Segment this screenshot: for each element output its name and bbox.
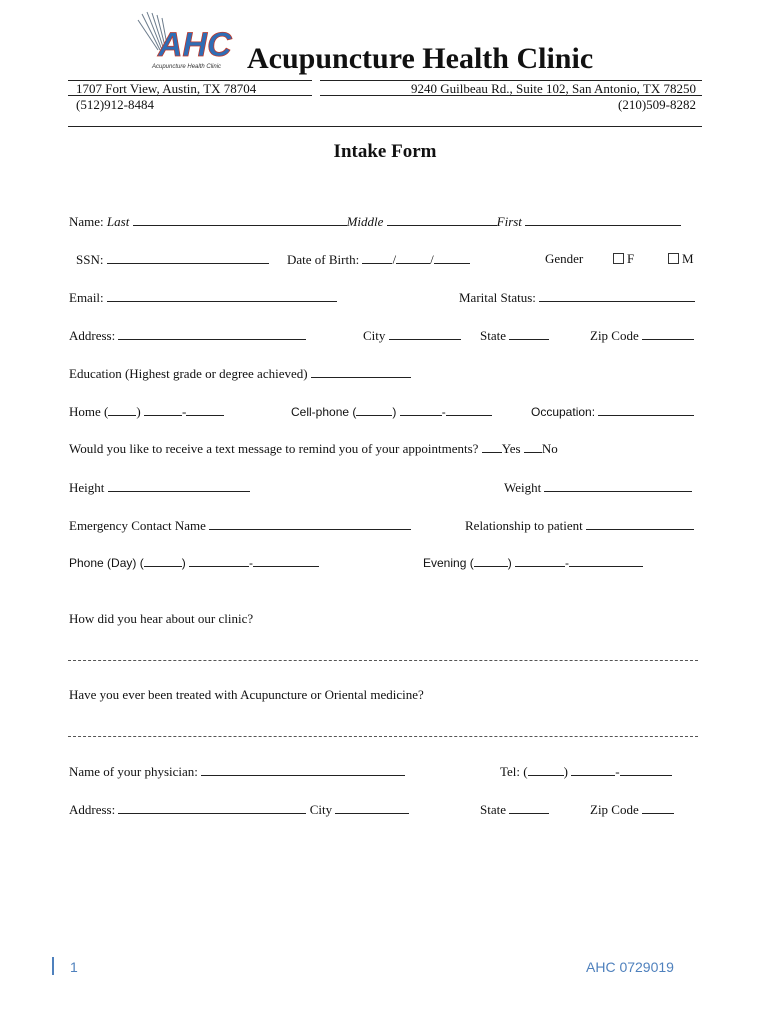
- svg-text:AHC: AHC: [158, 26, 232, 64]
- form-code: AHC 0729019: [586, 959, 674, 975]
- weight-label: Weight: [504, 480, 542, 495]
- home-dash: -: [181, 404, 187, 419]
- form-title: Intake Form: [333, 141, 437, 162]
- middle-label: Middle: [346, 214, 384, 229]
- education-field[interactable]: [311, 365, 411, 378]
- reminder-yes-field[interactable]: [482, 440, 502, 453]
- cell-label: Cell-phone (: [291, 405, 357, 419]
- san-antonio-phone: (210)509-8282: [618, 97, 696, 112]
- email-row: [69, 289, 337, 306]
- physician-zip-row: [590, 801, 674, 818]
- email-field[interactable]: [107, 289, 337, 302]
- phone-day-dash: -: [249, 556, 254, 570]
- treated-answer-field[interactable]: [68, 736, 698, 737]
- dob-slash: /: [392, 252, 397, 267]
- dob-slash: /: [430, 252, 434, 267]
- tel-dash: -: [615, 764, 620, 779]
- evening-line-field[interactable]: [569, 554, 643, 567]
- city-label: City: [363, 328, 386, 343]
- home-close: ): [136, 404, 141, 419]
- state-row: [480, 327, 549, 344]
- emergency-label: Emergency Contact Name: [69, 518, 206, 533]
- clinic-name: Acupuncture Health Clinic: [247, 42, 594, 75]
- physician-state-label: State: [480, 802, 506, 817]
- dob-row: [287, 251, 470, 268]
- footer-accent-bar: [52, 957, 54, 975]
- physician-address-row: [69, 801, 409, 818]
- reminder-no-field[interactable]: [524, 440, 542, 453]
- svg-text:Acupuncture Health Clinic: Acupuncture Health Clinic: [152, 64, 222, 70]
- marital-row: [459, 289, 695, 306]
- state-label: State: [480, 328, 506, 343]
- tel-prefix-field[interactable]: [571, 763, 615, 776]
- gender-m-option[interactable]: [668, 251, 694, 267]
- ssn-field[interactable]: [107, 251, 269, 264]
- gender-f-option[interactable]: [613, 251, 634, 267]
- marital-label: Marital Status:: [459, 290, 536, 305]
- occupation-row: [531, 403, 694, 419]
- weight-row: [504, 479, 692, 496]
- gender-m-label: M: [682, 251, 694, 266]
- evening-area-field[interactable]: [474, 554, 508, 567]
- logo-emblem-icon: [130, 10, 250, 72]
- relationship-row: [465, 517, 694, 534]
- home-phone-row: [69, 403, 224, 420]
- dob-label: Date of Birth:: [287, 252, 360, 267]
- no-label: No: [541, 441, 558, 456]
- evening-dash: -: [565, 556, 570, 570]
- tel-area-field[interactable]: [528, 763, 564, 776]
- last-label: Last: [106, 214, 130, 229]
- clinic-logo: [130, 10, 250, 72]
- header-double-rule-right: [320, 95, 702, 96]
- address-field[interactable]: [118, 327, 306, 340]
- height-row: [69, 479, 250, 496]
- zip-row: [590, 327, 694, 344]
- evening-label: Evening (: [423, 556, 474, 570]
- zip-field[interactable]: [642, 327, 694, 340]
- physician-state-field[interactable]: [509, 801, 549, 814]
- header-bottom-rule: [68, 126, 702, 127]
- home-area-field[interactable]: [108, 403, 136, 416]
- physician-address-label: Address:: [69, 802, 116, 817]
- education-label: Education (Highest grade or degree achieved): [69, 366, 308, 381]
- height-field[interactable]: [108, 479, 250, 492]
- treated-question: Have you ever been treated with Acupuncture or Oriental medicine?: [69, 687, 424, 702]
- relationship-label: Relationship to patient: [465, 518, 583, 533]
- dob-month-field[interactable]: [362, 251, 392, 264]
- dob-year-field[interactable]: [434, 251, 470, 264]
- cell-phone-row: [291, 403, 492, 419]
- evening-close: ): [507, 556, 512, 570]
- city-field[interactable]: [389, 327, 461, 340]
- austin-phone: (512)912-8484: [76, 97, 154, 112]
- name-row: [69, 213, 681, 230]
- zip-label: Zip Code: [590, 328, 639, 343]
- occupation-field[interactable]: [598, 403, 694, 416]
- hear-question: How did you hear about our clinic?: [69, 611, 254, 626]
- physician-label: Name of your physician:: [69, 764, 198, 779]
- phone-day-label: Phone (Day) (: [69, 556, 144, 570]
- height-label: Height: [69, 480, 105, 495]
- name-label: Name:: [69, 214, 107, 229]
- education-row: [69, 365, 411, 382]
- emergency-name-field[interactable]: [209, 517, 411, 530]
- state-field[interactable]: [509, 327, 549, 340]
- gender-label: Gender: [545, 251, 584, 266]
- header-double-rule-left: [68, 95, 312, 96]
- email-label: Email:: [69, 290, 104, 305]
- san-antonio-address: 9240 Guilbeau Rd., Suite 102, San Antonio, TX 78250: [410, 81, 696, 96]
- address-label: Address:: [69, 328, 116, 343]
- occupation-label: Occupation:: [531, 405, 596, 419]
- physician-city-field[interactable]: [335, 801, 409, 814]
- gender-f-label: F: [627, 251, 635, 266]
- evening-prefix-field[interactable]: [515, 554, 565, 567]
- phone-day-area-field[interactable]: [144, 554, 182, 567]
- hear-answer-field[interactable]: [68, 660, 698, 661]
- physician-address-field[interactable]: [118, 801, 306, 814]
- tel-line-field[interactable]: [620, 763, 672, 776]
- phone-day-line-field[interactable]: [253, 554, 319, 567]
- home-line-field[interactable]: [186, 403, 224, 416]
- tel-close: ): [563, 764, 568, 779]
- cell-prefix-field[interactable]: [400, 403, 442, 416]
- phone-day-row: [69, 554, 319, 570]
- yes-label: Yes: [501, 441, 521, 456]
- austin-address: 1707 Fort View, Austin, TX 78704: [76, 81, 257, 96]
- cell-close: ): [392, 405, 397, 419]
- physician-field[interactable]: [201, 763, 405, 776]
- last-name-field[interactable]: [133, 213, 347, 226]
- marital-field[interactable]: [539, 289, 695, 302]
- emergency-row: [69, 517, 411, 534]
- physician-city-label: City: [309, 802, 333, 817]
- gender-m-checkbox[interactable]: [668, 253, 679, 264]
- relationship-field[interactable]: [586, 517, 694, 530]
- first-label: First: [496, 214, 522, 229]
- physician-state-row: [480, 801, 549, 818]
- weight-field[interactable]: [544, 479, 692, 492]
- text-reminder-row: [69, 440, 558, 457]
- physician-row: [69, 763, 405, 780]
- cell-area-field[interactable]: [356, 403, 392, 416]
- dob-day-field[interactable]: [396, 251, 430, 264]
- home-prefix-field[interactable]: [144, 403, 182, 416]
- phone-day-prefix-field[interactable]: [189, 554, 249, 567]
- gender-f-checkbox[interactable]: [613, 253, 624, 264]
- ssn-label: SSN:: [76, 252, 104, 267]
- physician-zip-label: Zip Code: [590, 802, 639, 817]
- cell-line-field[interactable]: [446, 403, 492, 416]
- tel-label: Tel: (: [500, 764, 528, 779]
- cell-dash: -: [441, 405, 446, 419]
- home-label: Home (: [69, 404, 109, 419]
- ssn-row: [76, 251, 269, 268]
- phone-day-close: ): [181, 556, 186, 570]
- address-row: [69, 327, 306, 344]
- text-reminder-question: Would you like to receive a text message to remind you of your appointments?: [69, 441, 479, 456]
- physician-tel-row: [500, 763, 672, 780]
- page-number: 1: [70, 959, 78, 975]
- evening-row: [423, 554, 643, 570]
- first-name-field[interactable]: [525, 213, 681, 226]
- physician-zip-field[interactable]: [642, 801, 674, 814]
- middle-name-field[interactable]: [387, 213, 497, 226]
- city-row: [363, 327, 461, 344]
